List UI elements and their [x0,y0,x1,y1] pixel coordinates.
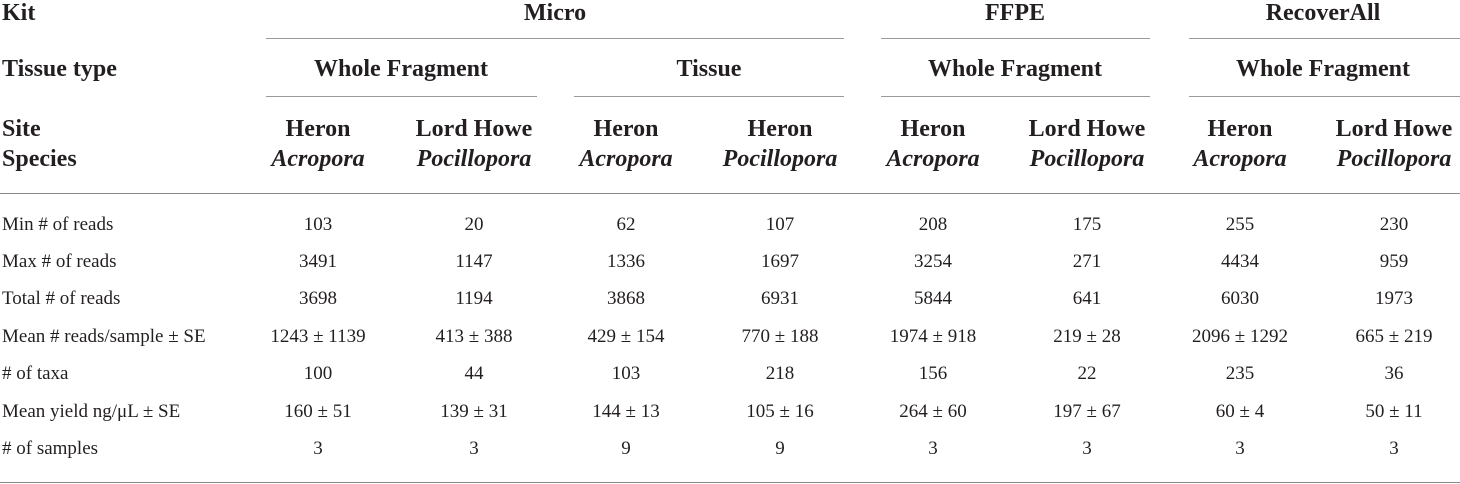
table-cell: 9 [621,438,631,459]
table-cell: 1973 [1375,288,1413,309]
site-header: Heron [1207,116,1273,142]
tissue-type-header: Tissue [676,56,742,82]
site-header: Lord Howe [1335,116,1453,142]
species-header: Acropora [1193,146,1287,172]
table-cell: 4434 [1221,251,1259,272]
kit-label: Kit [2,0,36,26]
table-cell: 50 ± 11 [1365,401,1423,422]
species-header: Acropora [579,146,673,172]
table-bottom-rule [0,482,1460,483]
table-cell: 230 [1379,214,1409,235]
table-cell: 156 [918,363,948,384]
table-cell: 3491 [299,251,337,272]
species-header: Pocillopora [1029,146,1145,172]
table-cell: 429 ± 154 [587,326,665,347]
table-cell: 1194 [455,288,493,309]
species-label: Species [2,146,77,172]
table-cell: 3 [313,438,323,459]
table-cell: 144 ± 13 [592,401,660,422]
table-cell: 36 [1384,363,1404,384]
tissue-type-label: Tissue type [2,56,117,82]
row-label: # of taxa [2,363,69,384]
table-cell: 44 [464,363,484,384]
species-header: Pocillopora [1336,146,1452,172]
table-cell: 3868 [607,288,645,309]
table-cell: 103 [611,363,641,384]
table-cell: 9 [775,438,785,459]
site-label: Site [2,116,41,142]
kit-rule-recoverall [1189,38,1460,39]
table-cell: 175 [1072,214,1102,235]
table-cell: 3 [928,438,938,459]
table-cell: 1147 [455,251,493,272]
species-header: Pocillopora [722,146,838,172]
table-cell: 1697 [761,251,799,272]
site-header: Lord Howe [1028,116,1146,142]
table-cell: 255 [1225,214,1255,235]
table-cell: 1336 [607,251,645,272]
table-cell: 6931 [761,288,799,309]
tissue-rule [574,96,844,97]
tissue-rule [1189,96,1460,97]
table-cell: 107 [765,214,795,235]
kit-header-recoverall: RecoverAll [1265,0,1381,26]
table-cell: 413 ± 388 [435,326,513,347]
table-cell: 3 [1082,438,1092,459]
species-header: Acropora [271,146,365,172]
table-cell: 139 ± 31 [440,401,508,422]
site-header: Lord Howe [415,116,533,142]
site-header: Heron [747,116,813,142]
kit-rule-ffpe [881,38,1150,39]
table-cell: 62 [616,214,636,235]
table-cell: 197 ± 67 [1053,401,1121,422]
table-cell: 208 [918,214,948,235]
table-cell: 5844 [914,288,952,309]
tissue-rule [266,96,537,97]
site-header: Heron [285,116,351,142]
table-cell: 264 ± 60 [899,401,967,422]
tissue-rule [881,96,1150,97]
site-header: Heron [900,116,966,142]
table-cell: 641 [1072,288,1102,309]
table-cell: 105 ± 16 [746,401,814,422]
species-header: Acropora [886,146,980,172]
species-header: Pocillopora [416,146,532,172]
table-cell: 22 [1077,363,1097,384]
table-cell: 770 ± 188 [741,326,819,347]
table-cell: 2096 ± 1292 [1192,326,1288,347]
row-label: Mean yield ng/μL ± SE [2,401,181,422]
table-cell: 271 [1072,251,1102,272]
header-bottom-rule [0,193,1460,194]
kit-header-ffpe: FFPE [985,0,1045,26]
table-cell: 3698 [299,288,337,309]
table-cell: 60 ± 4 [1215,401,1265,422]
tissue-type-header: Whole Fragment [928,56,1102,82]
table-cell: 100 [303,363,333,384]
row-label: Mean # reads/sample ± SE [2,326,206,347]
row-label: Min # of reads [2,214,114,235]
table-cell: 6030 [1221,288,1259,309]
kit-rule-micro [266,38,844,39]
row-label: # of samples [2,438,99,459]
table-cell: 20 [464,214,484,235]
table-cell: 3 [469,438,479,459]
table-cell: 219 ± 28 [1053,326,1121,347]
table-cell: 959 [1379,251,1409,272]
table-cell: 3 [1235,438,1245,459]
table-cell: 665 ± 219 [1355,326,1433,347]
site-header: Heron [593,116,659,142]
table-cell: 1974 ± 918 [889,326,977,347]
row-label: Max # of reads [2,251,117,272]
row-label: Total # of reads [2,288,121,309]
kit-header-micro: Micro [523,0,587,26]
table-cell: 218 [765,363,795,384]
tissue-type-header: Whole Fragment [1236,56,1410,82]
table-cell: 3254 [914,251,952,272]
table-cell: 1243 ± 1139 [270,326,366,347]
tissue-type-header: Whole Fragment [314,56,488,82]
table-cell: 235 [1225,363,1255,384]
table-cell: 3 [1389,438,1399,459]
table-cell: 103 [303,214,333,235]
table-cell: 160 ± 51 [284,401,352,422]
